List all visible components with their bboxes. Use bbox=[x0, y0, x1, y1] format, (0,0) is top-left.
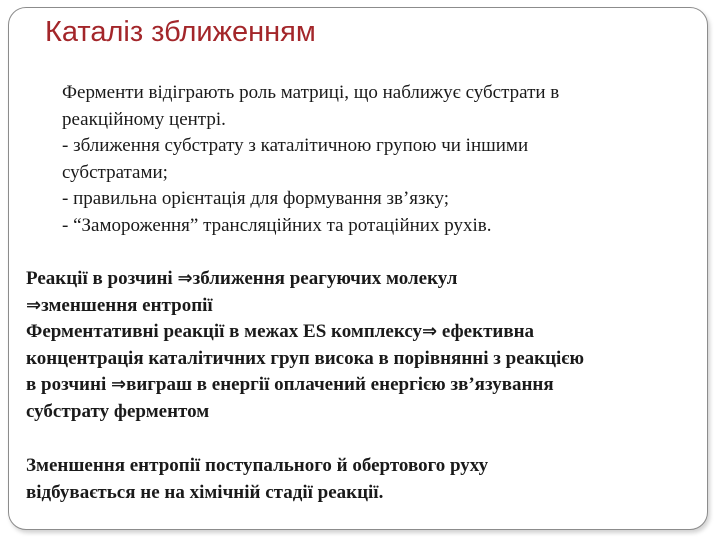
slide-title: Каталіз зближенням bbox=[45, 16, 316, 48]
text-segment: Реакції в розчині bbox=[26, 268, 178, 289]
text-line: відбувається не на хімічній стадії реакції. bbox=[26, 481, 384, 503]
intro-line: - “Замороження” трансляційних та ротаційних рухів. bbox=[62, 214, 492, 236]
text-segment: в розчині bbox=[26, 374, 111, 395]
text-line bbox=[26, 372, 716, 399]
text-line bbox=[26, 293, 716, 320]
reaction-comparison-text bbox=[26, 266, 716, 425]
text-line: концентрація каталітичних груп висока в порівнянні з реакцією bbox=[26, 347, 585, 369]
entropy-note-text bbox=[26, 453, 716, 506]
intro-line: Ферменти відіграють роль матриці, що наближує субстрати в bbox=[62, 82, 560, 103]
text-line bbox=[26, 319, 716, 346]
implies-arrow-icon: ⇒ bbox=[26, 294, 42, 316]
implies-arrow-icon: ⇒ bbox=[110, 374, 127, 395]
intro-line: реакційному центрі. bbox=[62, 108, 226, 130]
text-line: Зменшення ентропії поступального й обертового руху bbox=[26, 455, 489, 476]
text-line: субстрату ферментом bbox=[26, 400, 210, 422]
intro-line: - правильна орієнтація для формування зв’язку; bbox=[62, 188, 450, 209]
text-line bbox=[26, 266, 716, 293]
intro-line: - зближення субстрату з каталітичною групою чи іншими bbox=[62, 135, 529, 156]
intro-line: субстратами; bbox=[62, 161, 168, 183]
text-segment: виграш в енергії оплачений енергією зв’язування bbox=[126, 374, 554, 395]
implies-arrow-icon: ⇒ bbox=[177, 268, 193, 289]
text-segment: ефективна bbox=[437, 321, 535, 342]
text-segment: зближення реагуючих молекул bbox=[192, 268, 458, 289]
text-segment: Ферментативні реакції в межах ES комплексу bbox=[26, 321, 423, 342]
intro-text bbox=[62, 80, 692, 239]
implies-arrow-icon: ⇒ bbox=[422, 321, 438, 342]
text-segment: зменшення ентропії bbox=[41, 294, 213, 316]
